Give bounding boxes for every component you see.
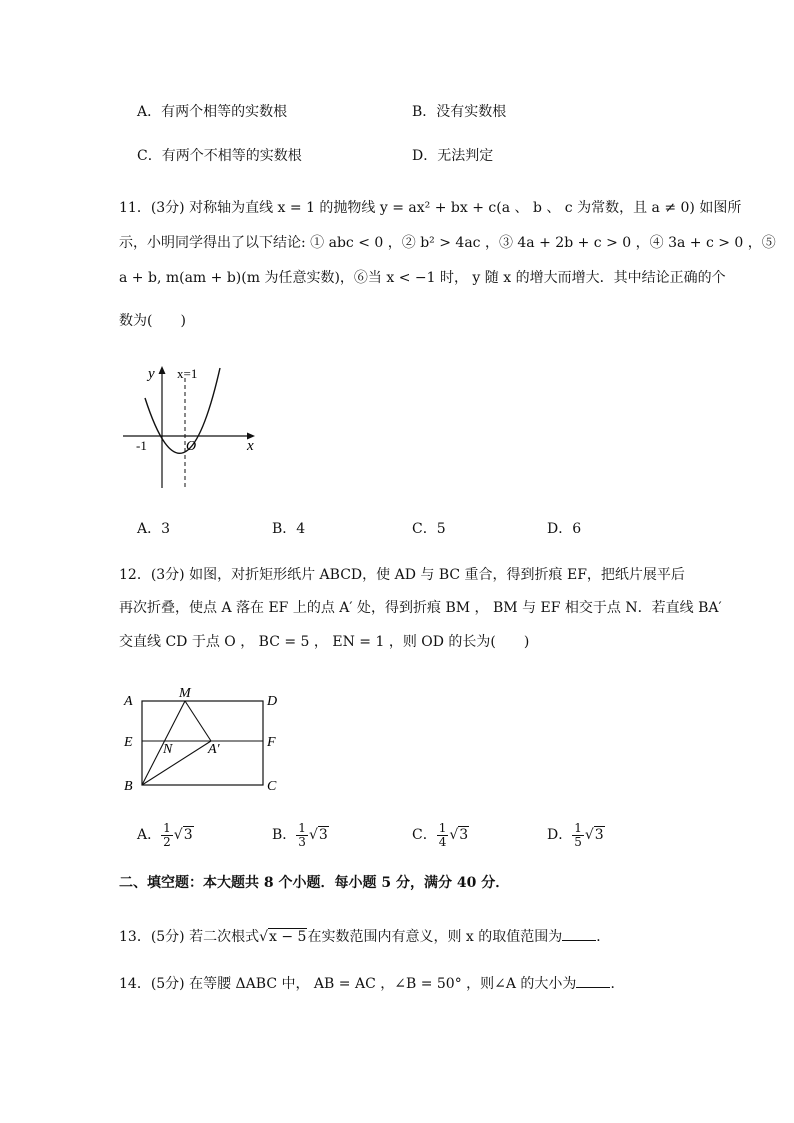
q11-option-b: B．4: [272, 521, 306, 537]
q12-line-1: 12．(3分) 如图，对折矩形纸片 ABCD，使 AD 与 BC 重合，得到折痕 EF，把纸片展平后: [119, 567, 685, 583]
sqrt: √3: [173, 827, 193, 843]
q11-line-1: 11．(3分) 对称轴为直线 x = 1 的抛物线 y = ax² + bx + c(a 、 b 、 c 为常数，且 a ≠ 0) 如图所: [119, 200, 742, 216]
rectangle-fold-figure: [115, 680, 290, 800]
q12-option-b: B． $\frac{1}{3}$ √3: [272, 820, 328, 849]
parabola-figure: [115, 360, 265, 495]
q13-text: 13．(5分) 若二次根式√x − 5在实数范围内有意义，则 x 的取值范围为 ．: [119, 926, 610, 947]
label-e: E: [124, 735, 133, 750]
q12-option-c: C． $\frac{1}{4}$ √3: [412, 820, 469, 849]
label-f: F: [267, 735, 276, 750]
q11-line-4: 数为( ): [119, 313, 186, 329]
fraction: $\frac{1}{3}$: [298, 820, 306, 849]
q11-option-c: C．5: [412, 521, 446, 537]
q12-line-2: 再次折叠，使点 A 落在 EF 上的点 A′ 处，得到折痕 BM ， BM 与 EF 相交于点 N．若直线 BA′: [119, 600, 722, 616]
q12-option-a: A． $\frac{1}{2}$ √3: [137, 820, 193, 849]
q11-option-a: A．3: [137, 521, 171, 537]
q12-option-d: D． $\frac{1}{5}$ √3: [547, 820, 604, 849]
label-a: A: [124, 694, 133, 709]
q11-line-3: a + b, m(am + b)(m 为任意实数)，⑥当 x < −1 时， y 随 x 的增大而增大．其中结论正确的个: [119, 270, 726, 286]
answer-blank[interactable]: [576, 973, 610, 988]
y-axis-label: y: [148, 366, 155, 382]
q10-option-a: A．有两个相等的实数根: [137, 104, 288, 120]
label-b: B: [124, 779, 133, 794]
segment-ma-prime: [185, 701, 211, 741]
origin-label: O: [186, 439, 197, 454]
q12-line-3: 交直线 CD 于点 O ， BC = 5 ， EN = 1 ，则 OD 的长为( ): [119, 634, 530, 650]
label-n: N: [163, 742, 173, 757]
answer-blank[interactable]: [562, 926, 596, 941]
q11-option-d: D．6: [547, 521, 582, 537]
y-axis-arrow: [159, 366, 166, 374]
sqrt: √3: [584, 827, 604, 843]
segment-ba-prime: [142, 741, 211, 785]
sqrt: √3: [308, 827, 328, 843]
sqrt: √3: [449, 827, 469, 843]
q10-option-c: C．有两个不相等的实数根: [137, 148, 302, 164]
section-heading: 二、填空题：本大题共 8 个小题．每小题 5 分，满分 40 分．: [119, 875, 510, 891]
label-m: M: [179, 686, 191, 701]
fraction: $\frac{1}{2}$: [163, 820, 171, 849]
fraction: $\frac{1}{5}$: [574, 820, 582, 849]
q10-option-b: B．没有实数根: [412, 104, 507, 120]
sqrt: √x − 5: [259, 929, 307, 945]
label-a-prime: A′: [208, 742, 220, 757]
rectangle-abcd: [142, 701, 263, 785]
fraction: $\frac{1}{4}$: [438, 820, 447, 849]
symmetry-axis-label: x=1: [177, 366, 198, 381]
q14-text: 14．(5分) 在等腰 ΔABC 中， AB = AC ，∠B = 50° ，则∠A 的大小为 ．: [119, 973, 624, 994]
label-c: C: [267, 779, 277, 794]
q10-option-d: D．无法判定: [412, 148, 494, 164]
q11-line-2: 示，小明同学得出了以下结论: ① abc < 0 ，② b² > 4ac ，③ 4a + 2b + c > 0 ，④ 3a + c > 0 ，⑤: [119, 235, 776, 251]
label-d: D: [267, 694, 278, 709]
minus-one-label: -1: [136, 438, 147, 453]
x-axis-label: x: [247, 438, 254, 454]
